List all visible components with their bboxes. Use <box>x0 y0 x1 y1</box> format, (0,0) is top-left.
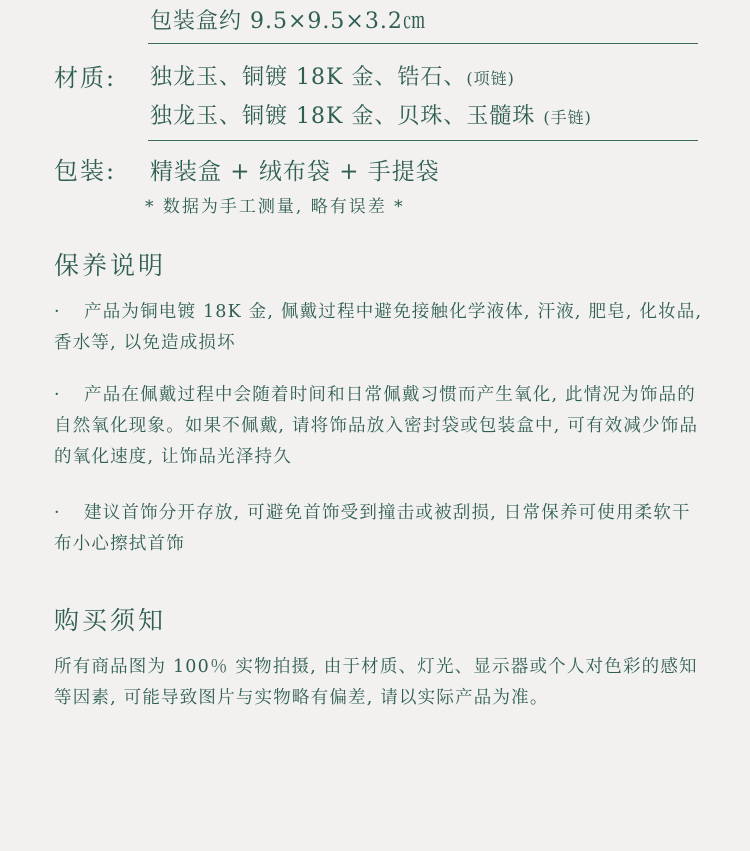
care-item <box>54 498 709 560</box>
divider <box>148 140 698 141</box>
material-bracelet-note: (手链) <box>543 108 592 127</box>
material-line-necklace <box>150 60 515 91</box>
care-heading: 保养说明 <box>54 251 167 280</box>
material-label: 材质: <box>54 64 117 92</box>
measurement-note: * 数据为手工测量, 略有误差 * <box>145 197 405 217</box>
bullet-dot-icon: · <box>54 503 61 523</box>
material-bracelet-text: 独龙玉、铜镀 18K 金、贝珠、玉髓珠 <box>150 104 536 129</box>
material-necklace-note: (项链) <box>466 69 515 88</box>
packaging-value: 精装盒 + 绒布袋 + 手提袋 <box>150 159 440 185</box>
bullet-dot-icon: · <box>54 302 61 322</box>
care-item-text: 建议首饰分开存放, 可避免首饰受到撞击或被刮损, 日常保养可使用柔软干布小心擦拭首饰 <box>54 503 691 554</box>
material-necklace-text: 独龙玉、铜镀 18K 金、锆石、 <box>150 65 467 90</box>
bullet-dot-icon: · <box>54 385 61 405</box>
packaging-label: 包装: <box>54 157 117 185</box>
care-item <box>54 297 709 359</box>
purchase-heading: 购买须知 <box>54 606 167 635</box>
box-size-text: 包装盒约 9.5×9.5×3.2㎝ <box>150 9 426 34</box>
divider <box>148 43 698 44</box>
care-item <box>54 380 709 473</box>
care-item-text: 产品在佩戴过程中会随着时间和日常佩戴习惯而产生氧化, 此情况为饰品的自然氧化现象。如果不佩戴, 请将饰品放入密封袋或包装盒中, 可有效减少饰品的氧化速度, 让饰品光泽持久 <box>54 385 699 467</box>
care-item-text: 产品为铜电镀 18K 金, 佩戴过程中避免接触化学液体, 汗液, 肥皂, 化妆品, 香水等, 以免造成损坏 <box>54 302 703 353</box>
material-line-bracelet <box>150 99 592 130</box>
purchase-text: 所有商品图为 100％ 实物拍摄, 由于材质、灯光、显示器或个人对色彩的感知等因素, 可能导致图片与实物略有偏差, 请以实际产品为准。 <box>54 657 698 708</box>
